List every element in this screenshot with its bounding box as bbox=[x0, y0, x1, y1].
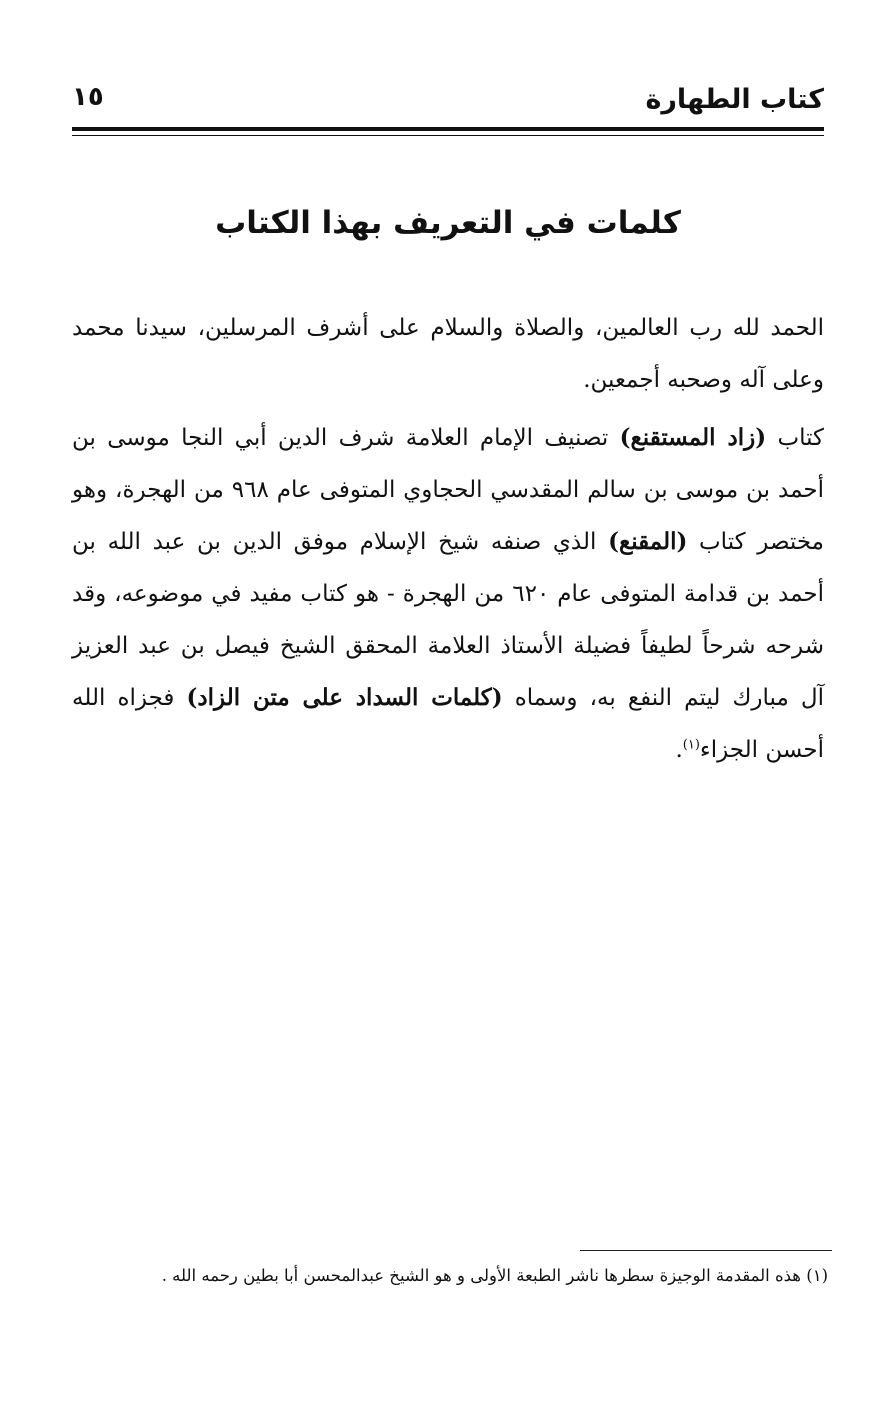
paragraph-main bbox=[72, 412, 824, 776]
book-title: كتاب الطهارة bbox=[645, 84, 824, 115]
text-run: الذي صنفه شيخ الإسلام موفق الدين بن عبد الله بن أحمد بن قدامة المتوفى عام ٦٢٠ من الهجرة - هو كتاب مفيد في موضوعه، وقد شرحه شرحاً لطيفاً فضيلة الأستاذ العلامة المحقق الشيخ فيصل بن عبد العزيز آل مبارك ليتم النفع به، وسماه bbox=[72, 529, 824, 711]
book-name-al-muqni: (المقنع) bbox=[608, 528, 688, 555]
header-rule-thick bbox=[72, 127, 824, 131]
book-name-zad-al-mustaqni: (زاد المستقنع) bbox=[619, 424, 767, 451]
section-title: كلمات في التعريف بهذا الكتاب bbox=[215, 205, 681, 241]
footnote: (١) هذه المقدمة الوجيزة سطرها ناشر الطبعة الأولى و هو الشيخ عبدالمحسن أبا بطين رحمه الله . bbox=[161, 1266, 828, 1285]
paragraph-intro: الحمد لله رب العالمين، والصلاة والسلام على أشرف المرسلين، سيدنا محمد وعلى آله وصحبه أجمعين. bbox=[72, 315, 824, 393]
running-head bbox=[72, 80, 824, 120]
sentence-end: . bbox=[675, 737, 683, 763]
text-run: فجزاه الله أحسن الجزاء bbox=[72, 685, 824, 763]
header-rule-thin bbox=[72, 135, 824, 136]
body-text bbox=[72, 302, 824, 782]
text-run: كتاب bbox=[777, 425, 824, 451]
page-number: ١٥ bbox=[72, 82, 104, 112]
book-name-kalimat-al-sadad: (كلمات السداد على متن الزاد) bbox=[186, 684, 503, 711]
text-run: تصنيف الإمام العلامة شرف الدين أبي النجا موسى بن أحمد بن موسى بن سالم المقدسي الحجاوي المتوفى عام ٩٦٨ من الهجرة، وهو مختصر كتاب bbox=[72, 425, 824, 555]
footnote-reference: (١) bbox=[682, 737, 700, 753]
footnote-separator bbox=[580, 1250, 832, 1251]
